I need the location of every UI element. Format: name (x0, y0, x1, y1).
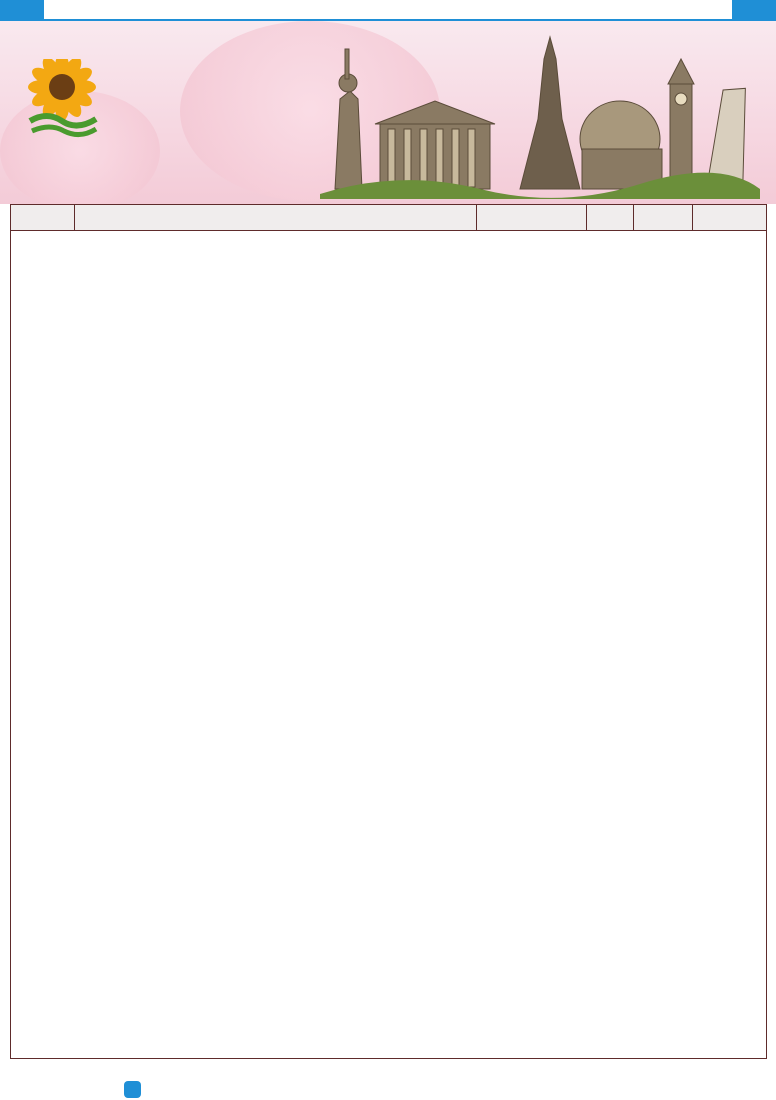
footer (0, 1080, 776, 1100)
blue-logo-icon (124, 1081, 141, 1098)
header-date (477, 205, 587, 231)
header-price (634, 205, 693, 231)
header-deadline (693, 205, 767, 231)
tour-table (10, 204, 767, 1059)
sunflower-logo (22, 59, 104, 139)
ad-tag-left (0, 0, 44, 19)
header-route (75, 205, 477, 231)
hero-banner (0, 21, 776, 204)
table-header (11, 205, 767, 231)
header-airline (587, 205, 634, 231)
landmarks-illustration (320, 29, 760, 199)
ad-tag-right (732, 0, 776, 19)
header-category (11, 205, 75, 231)
